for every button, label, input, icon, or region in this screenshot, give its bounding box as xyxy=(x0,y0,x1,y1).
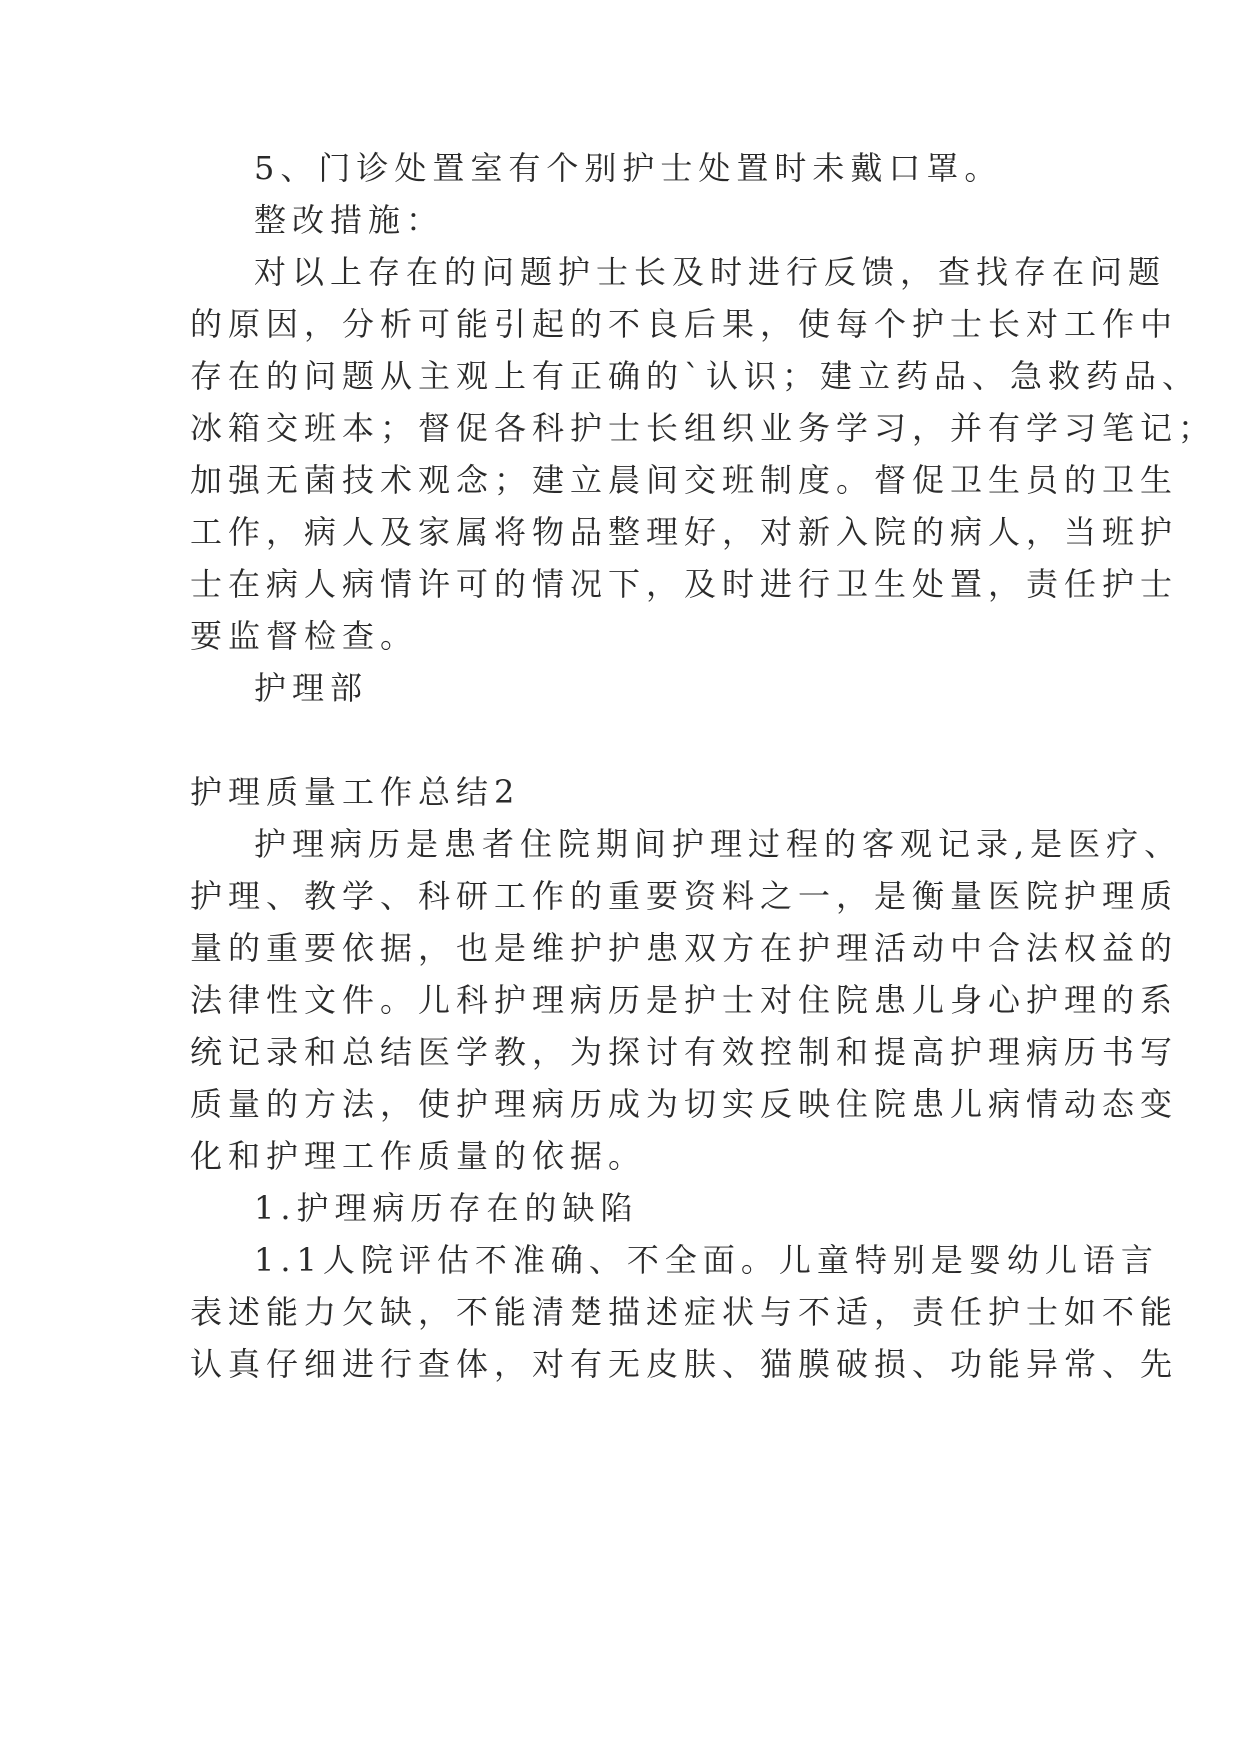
paragraph-line: 护理、教学、科研工作的重要资料之一，是衡量医院护理质 xyxy=(190,877,1179,915)
subsection-heading: 1.护理病历存在的缺陷 xyxy=(254,1189,639,1227)
paragraph-line: 化和护理工作质量的依据。 xyxy=(190,1137,647,1175)
paragraph-line: 工作，病人及家属将物品整理好，对新入院的病人，当班护 xyxy=(190,513,1179,551)
paragraph-line: 1.1人院评估不准确、不全面。儿童特别是婴幼儿语言 xyxy=(254,1241,1159,1279)
paragraph-line: 士在病人病情许可的情况下，及时进行卫生处置，责任护士 xyxy=(190,565,1179,603)
paragraph-line: 法律性文件。儿科护理病历是护士对住院患儿身心护理的系 xyxy=(190,981,1179,1019)
paragraph-line: 要监督检查。 xyxy=(190,617,419,655)
paragraph-line: 量的重要依据，也是维护护患双方在护理活动中合法权益的 xyxy=(190,929,1179,967)
paragraph-line: 冰箱交班本；督促各科护士长组织业务学习，并有学习笔记； xyxy=(190,409,1217,447)
paragraph-line: 对以上存在的问题护士长及时进行反馈，查找存在问题 xyxy=(254,253,1167,291)
issue-item-5: 5、门诊处置室有个别护士处置时未戴口罩。 xyxy=(254,149,1003,187)
section-heading-measures: 整改措施： xyxy=(254,201,445,239)
signature-department: 护理部 xyxy=(254,669,369,707)
paragraph-line: 护理病历是患者住院期间护理过程的客观记录,是医疗、 xyxy=(254,825,1183,863)
paragraph-line: 质量的方法，使护理病历成为切实反映住院患儿病情动态变 xyxy=(190,1085,1179,1123)
paragraph-line: 加强无菌技术观念；建立晨间交班制度。督促卫生员的卫生 xyxy=(190,461,1179,499)
paragraph-line: 统记录和总结医学教，为探讨有效控制和提高护理病历书写 xyxy=(190,1033,1179,1071)
paragraph-line: 存在的问题从主观上有正确的`认识；建立药品、急救药品、 xyxy=(190,357,1201,395)
paragraph-line: 表述能力欠缺，不能清楚描述症状与不适，责任护士如不能 xyxy=(190,1293,1179,1331)
paragraph-line: 认真仔细进行查体，对有无皮肤、猫膜破损、功能异常、先 xyxy=(190,1345,1179,1383)
section-title: 护理质量工作总结2 xyxy=(190,773,521,811)
paragraph-line: 的原因，分析可能引起的不良后果，使每个护士长对工作中 xyxy=(190,305,1179,343)
